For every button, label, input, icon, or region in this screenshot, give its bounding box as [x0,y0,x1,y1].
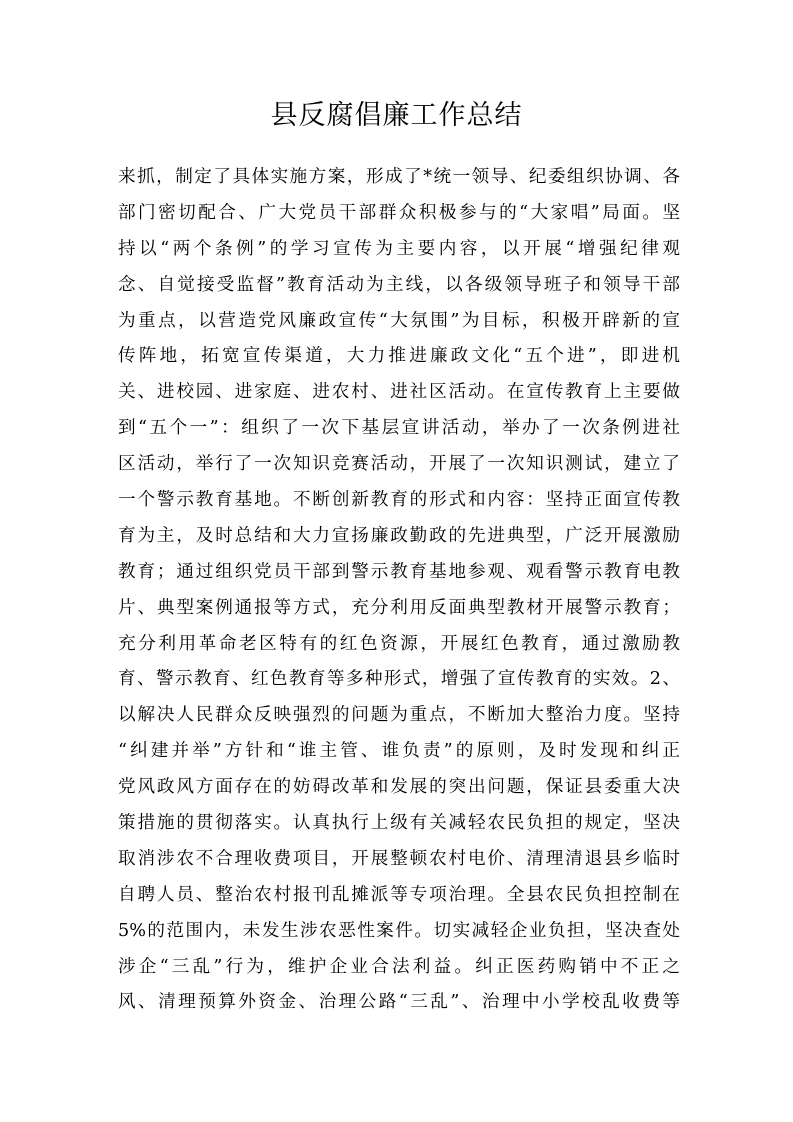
body-line: “纠建并举”方针和“谁主管、谁负责”的原则，及时发现和纠正 [118,741,680,762]
body-line: 区活动，举行了一次知识竞赛活动，开展了一次知识测试，建立了 [118,454,680,475]
body-line: 充分利用革命老区特有的红色资源，开展红色教育，通过激励教 [118,633,680,654]
body-line: 育、警示教育、红色教育等多种形式，增强了宣传教育的实效。2、 [118,669,680,690]
body-line: 取消涉农不合理收费项目，开展整顿农村电价、清理清退县乡临时 [118,848,680,869]
body-line: 传阵地，拓宽宣传渠道，大力推进廉政文化“五个进”，即进机 [118,346,680,367]
body-line: 到“五个一”：组织了一次下基层宣讲活动，举办了一次条例进社 [118,418,680,439]
body-line: 涉企“三乱”行为，维护企业合法利益。纠正医药购销中不正之 [118,956,680,977]
body-line: 教育；通过组织党员干部到警示教育基地参观、观看警示教育电教 [118,561,680,582]
body-line: 片、典型案例通报等方式，充分利用反面典型教材开展警示教育； [118,597,680,618]
body-line: 以解决人民群众反映强烈的问题为重点，不断加大整治力度。坚持 [118,705,680,726]
body-line: 为重点，以营造党风廉政宣传“大氛围”为目标，积极开辟新的宣 [118,310,680,331]
document-body [118,160,680,1021]
body-line: 一个警示教育基地。不断创新教育的形式和内容：坚持正面宣传教 [118,490,680,511]
body-line: 5%的范围内，未发生涉农恶性案件。切实减轻企业负担，坚决查处 [118,920,680,941]
body-line: 风、清理预算外资金、治理公路“三乱”、治理中小学校乱收费等 [118,992,680,1013]
body-line: 育为主，及时总结和大力宣扬廉政勤政的先进典型，广泛开展激励 [118,525,680,546]
body-line: 来抓，制定了具体实施方案，形成了*统一领导、纪委组织协调、各 [118,167,680,187]
body-line: 党风政风方面存在的妨碍改革和发展的突出问题，保证县委重大决 [118,777,680,798]
body-line: 持以“两个条例”的学习宣传为主要内容，以开展“增强纪律观 [118,238,680,259]
body-line: 自聘人员、整治农村报刊乱摊派等专项治理。全县农民负担控制在 [118,884,680,905]
document-title: 县反腐倡廉工作总结 [270,100,523,131]
body-line: 策措施的贯彻落实。认真执行上级有关减轻农民负担的规定，坚决 [118,813,680,834]
body-line: 念、自觉接受监督”教育活动为主线，以各级领导班子和领导干部 [118,274,680,295]
body-line: 关、进校园、进家庭、进农村、进社区活动。在宣传教育上主要做 [118,382,680,403]
body-line: 部门密切配合、广大党员干部群众积极参与的“大家唱”局面。坚 [118,202,680,223]
